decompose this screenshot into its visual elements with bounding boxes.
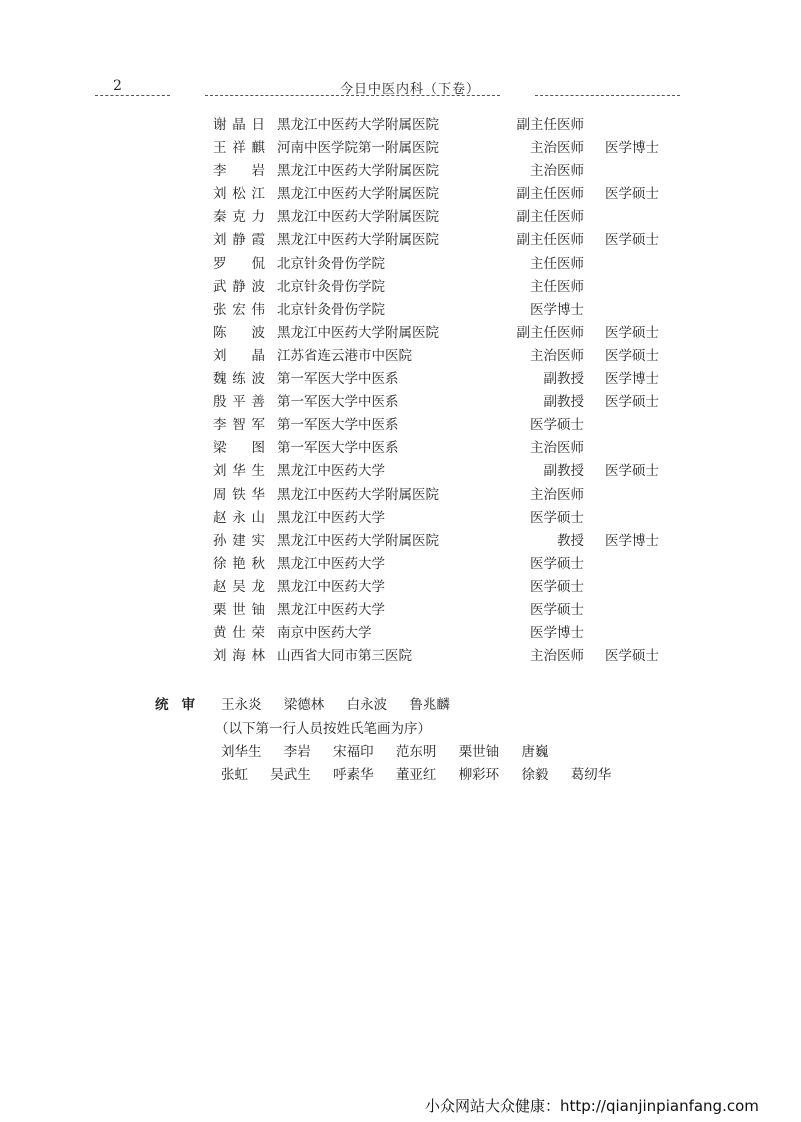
contributor-affiliation: 北京针灸骨伤学院 [277,278,385,295]
reviewer: 张虹 [221,767,248,783]
chief-reviewers-line [221,693,468,713]
contributor-degree: 医学硕士 [605,394,659,411]
chief-reviewer: 梁德林 [283,697,325,713]
contributor-title: 医学硕士 [530,578,584,595]
contributor-name: 李智军 [213,417,265,434]
reviewer: 李岩 [283,744,311,760]
contributor-row [0,226,801,249]
reviewer: 吴武生 [270,767,311,783]
contributor-row [0,388,801,411]
reviewer: 董亚红 [395,767,437,783]
contributor-name: 孙建实 [213,532,265,549]
contributor-title: 主任医师 [530,255,584,272]
contributor-list [0,111,801,665]
contributor-degree: 医学硕士 [605,347,659,364]
contributor-row [0,134,801,157]
contributor-row [0,527,801,550]
contributor-name: 秦克力 [213,209,265,226]
contributor-affiliation: 黑龙江中医药大学附属医院 [277,209,439,226]
contributor-title: 副教授 [543,371,584,388]
contributor-row [0,573,801,596]
contributor-title: 医学硕士 [530,601,584,618]
contributor-title: 医学博士 [530,625,584,642]
contributor-row [0,180,801,203]
contributor-title: 医学硕士 [530,555,584,572]
contributor-name: 梁图 [213,440,265,457]
contributor-affiliation: 江苏省连云港市中医院 [277,347,412,364]
contributor-name: 殷平善 [213,394,265,411]
contributor-name: 罗侃 [213,255,265,272]
contributor-title: 医学博士 [530,301,584,318]
chief-reviewer: 鲁兆麟 [409,697,450,713]
chief-reviewer: 王永炎 [221,697,262,713]
reviewer: 徐毅 [521,767,549,783]
reviewers-row-2 [221,763,629,783]
contributor-degree: 医学硕士 [605,232,659,249]
contributor-title: 主治医师 [530,440,584,457]
contributor-name: 栗世铀 [213,601,265,618]
contributor-row [0,504,801,527]
contributor-title: 主任医师 [530,278,584,295]
reviewer: 呼素华 [333,767,374,783]
contributor-degree: 医学硕士 [605,648,659,665]
header-rule-right [535,95,680,96]
contributor-affiliation: 黑龙江中医药大学附属医院 [277,486,439,503]
contributor-row [0,596,801,619]
contributor-title: 副主任医师 [516,117,584,133]
contributor-name: 魏练波 [213,371,265,388]
contributor-affiliation: 第一军医大学中医系 [277,371,399,388]
reviewer: 刘华生 [221,744,262,760]
contributor-row [0,250,801,273]
contributor-affiliation: 黑龙江中医药大学 [277,555,385,572]
contributor-row [0,273,801,296]
contributor-affiliation: 南京中医药大学 [277,625,372,642]
contributor-affiliation: 第一军医大学中医系 [277,394,399,411]
contributor-title: 主治医师 [530,347,584,364]
contributor-degree: 医学硕士 [605,463,659,480]
reviewer: 宋福印 [333,744,374,760]
contributor-affiliation: 黑龙江中医药大学附属医院 [277,117,439,133]
page-number: 2 [113,78,122,94]
contributor-title: 主治医师 [530,648,584,665]
chief-reviewer: 白永波 [346,697,388,713]
running-title: 今日中医内科（下卷） [340,82,481,97]
contributor-degree: 医学博士 [605,371,659,388]
contributor-title: 教授 [557,532,584,549]
contributor-title: 副教授 [543,394,584,411]
contributor-title: 主治医师 [530,140,584,157]
contributor-name: 武静波 [213,278,265,295]
contributor-row [0,203,801,226]
contributor-row [0,642,801,665]
contributor-affiliation: 黑龙江中医药大学 [277,463,385,480]
contributor-degree: 医学硕士 [605,324,659,341]
contributor-title: 医学硕士 [530,417,584,434]
contributor-title: 副教授 [543,463,584,480]
contributor-row [0,411,801,434]
contributor-title: 主治医师 [530,163,584,180]
contributor-affiliation: 黑龙江中医药大学 [277,509,385,526]
contributor-name: 刘松江 [213,186,265,203]
contributor-row [0,481,801,504]
contributor-name: 刘静霞 [213,232,265,249]
contributor-degree: 医学硕士 [605,186,659,203]
contributor-title: 主治医师 [530,486,584,503]
contributor-name: 黄仕荣 [213,625,265,642]
contributor-name: 赵吴龙 [213,578,265,595]
contributor-name: 陈波 [213,324,265,341]
contributor-degree: 医学博士 [605,140,659,157]
contributor-row [0,296,801,319]
contributor-name: 张宏伟 [213,301,265,318]
contributor-row [0,619,801,642]
contributor-name: 刘华生 [213,463,265,480]
reviewer: 柳彩环 [458,767,500,783]
site-watermark: 小众网站大众健康：http://qianjinpianfang.com [425,1097,759,1115]
contributor-name: 刘海林 [213,648,265,665]
contributor-row [0,157,801,180]
contributor-affiliation: 黑龙江中医药大学附属医院 [277,532,439,549]
contributor-row [0,434,801,457]
contributor-name: 徐艳秋 [213,555,265,572]
contributor-affiliation: 北京针灸骨伤学院 [277,301,385,318]
contributor-affiliation: 黑龙江中医药大学 [277,578,385,595]
reviewer: 葛纫华 [570,767,612,783]
contributor-affiliation: 黑龙江中医药大学附属医院 [277,232,439,249]
contributor-title: 副主任医师 [516,324,584,341]
contributor-affiliation: 黑龙江中医药大学附属医院 [277,186,439,203]
contributor-affiliation: 黑龙江中医药大学附属医院 [277,163,439,180]
contributor-affiliation: 黑龙江中医药大学 [277,601,385,618]
contributor-row [0,550,801,573]
reviewers-label: 统审 [155,697,195,713]
reviewer: 栗世铀 [458,744,500,760]
reviewers-note: （以下第一行人员按姓氏笔画为序） [215,721,431,737]
reviewer: 范东明 [395,744,437,760]
contributor-row [0,365,801,388]
header-rule-left [95,95,170,96]
contributor-row [0,319,801,342]
contributor-name: 周铁华 [213,486,265,503]
contributor-affiliation: 第一军医大学中医系 [277,417,399,434]
contributor-name: 李岩 [213,163,265,180]
contributor-title: 副主任医师 [516,209,584,226]
contributor-row [0,457,801,480]
reviewer: 唐巍 [521,744,549,760]
contributor-affiliation: 河南中医学院第一附属医院 [277,140,439,157]
contributor-row [0,342,801,365]
contributor-degree: 医学博士 [605,532,659,549]
contributor-name: 刘晶 [213,347,265,364]
page-header [95,78,680,100]
contributor-name: 王祥麒 [213,140,265,157]
contributor-affiliation: 北京针灸骨伤学院 [277,255,385,272]
contributor-row [0,111,801,134]
contributor-name: 赵永山 [213,509,265,526]
contributor-affiliation: 山西省大同市第三医院 [277,648,412,665]
contributor-title: 副主任医师 [516,232,584,249]
reviewers-row-1 [221,740,566,760]
contributor-affiliation: 第一军医大学中医系 [277,440,399,457]
contributor-name: 谢晶日 [213,117,265,133]
contributor-title: 医学硕士 [530,509,584,526]
contributor-affiliation: 黑龙江中医药大学附属医院 [277,324,439,341]
contributor-title: 副主任医师 [516,186,584,203]
